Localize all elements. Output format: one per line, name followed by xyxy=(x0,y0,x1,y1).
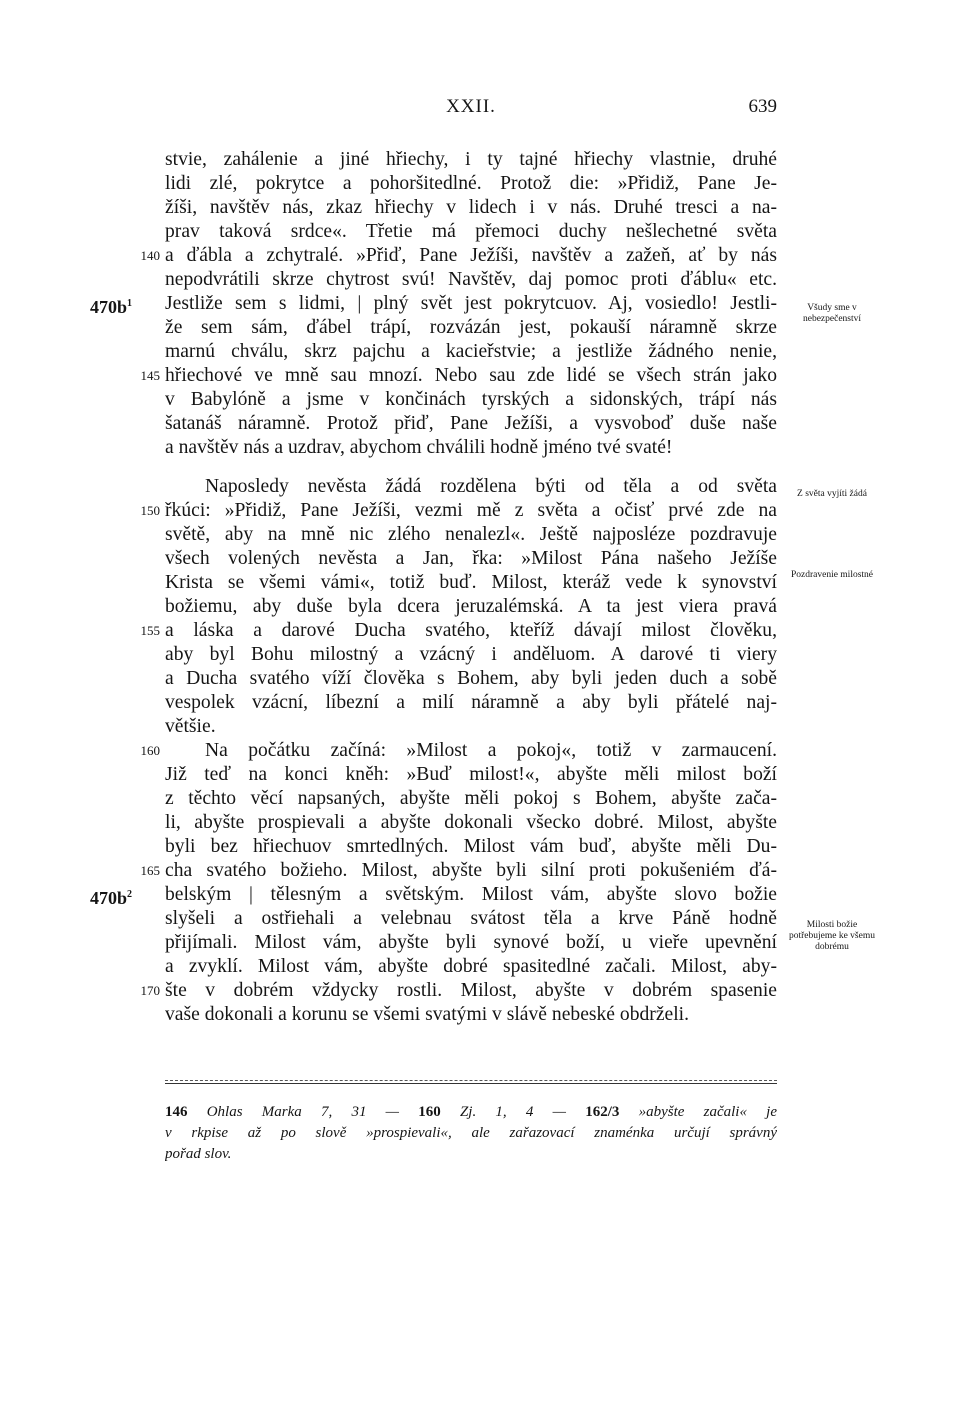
page-number: 639 xyxy=(748,96,777,117)
text-line: a ďábla a zchytralé. »Přiď, Pane Ježíši, navštěv a zažeň, ať by nás xyxy=(165,245,777,266)
text-line: Jestliže sem s lidmi, | plný svět jest pokrytcuov. Aj, vosiedlo! Jestli- xyxy=(165,293,777,314)
footnote-ref: 160 xyxy=(418,1104,441,1120)
text-line: božiemu, aby duše byla dcera jeruzalémská. A ta jest viera pravá xyxy=(165,596,777,617)
text-line: belským | tělesným a světským. Milost vám, abyšte slovo božie xyxy=(165,884,777,905)
text-line: řkúci: »Přidiž, Pane Ježíši, vezmi mě z světa a očisť prvé zde na xyxy=(165,500,777,521)
text-line: a navštěv nás a uzdrav, abychom chválili hodně jméno tvé svaté! xyxy=(165,437,673,458)
folio-side: 2 xyxy=(127,889,133,900)
text-line: slyšeli a ostřiehali a velebnau svátost těla a krve Páně hodně xyxy=(165,908,777,929)
text-line: li, abyšte prospievali a abyšte dokonali všecko dobré. Milost, abyšte xyxy=(165,812,777,833)
footnote-text: »abyšte začali« je xyxy=(619,1104,777,1120)
text-line: stvie, zahálenie a jiné hřiechy, i ty tajné hřiechy vlastnie, druhé xyxy=(165,149,777,170)
line-number: 165 xyxy=(140,863,160,878)
text-line: Naposledy nevěsta žádá rozdělena býti od těla a od světa xyxy=(205,476,777,497)
footnote-line xyxy=(165,1102,777,1123)
text-line: v Babylóně a jsme v končinách tyrských a sidonských, trápí nás xyxy=(165,389,777,410)
text-line: cha svatého božieho. Milost, abyšte byli silní proti pokušeniém ďá- xyxy=(165,860,777,881)
line-number: 155 xyxy=(140,623,160,638)
folio-side: 1 xyxy=(127,298,133,309)
text-line: žíši, navštěv nás, zkaz hřiechy v lidech i v nás. Druhé tresci a na- xyxy=(165,197,777,218)
running-head xyxy=(165,96,777,126)
chapter-title: XXII. xyxy=(446,96,496,117)
line-number: 145 xyxy=(140,368,160,383)
folio-label: 470b xyxy=(90,888,128,908)
footnote-rule xyxy=(165,1083,777,1084)
text-line: hřiechové ve mně sau mnozí. Nebo sau zde lidé se všech strán jako xyxy=(165,365,777,386)
line-number: 150 xyxy=(140,503,160,518)
line-number: 160 xyxy=(140,743,160,758)
text-line: Na počátku začíná: »Milost a pokoj«, totiž v zarmaucení. xyxy=(205,740,777,761)
margin-note: Pozdravenie milostné xyxy=(790,570,874,580)
text-line: že sem sám, ďábel trápí, rozvázán jest, pokauší náramně skrze xyxy=(165,317,777,338)
folio-marker xyxy=(90,883,132,910)
text-line: šte v dobrém vždycky rostli. Milost, abyšte v dobrém spasenie xyxy=(165,980,777,1001)
footnote-line: v rkpise až po slově »prospievali«, ale zařazovací znaménka určují správný xyxy=(165,1125,777,1141)
footnote-ref: 146 xyxy=(165,1104,188,1120)
footnote-rule-dashed xyxy=(165,1080,777,1081)
margin-note: Z světa vyjíti žádá xyxy=(797,489,867,499)
footnote xyxy=(165,1102,777,1165)
line-number: 140 xyxy=(140,248,160,263)
text-line: marnú chválu, skrz pajchu a kacieřstvie; a jestliže žádného nenie, xyxy=(165,341,777,362)
text-line: šatanáš náramně. Protož přiď, Pane Ježíši, a vysvoboď duše naše xyxy=(165,413,777,434)
text-line: Krista se všemi vámi«, totiž buď. Milost, kteráž vede k synovství xyxy=(165,572,777,593)
footnote-text: Ohlas Marka 7, 31 — xyxy=(187,1104,419,1120)
text-line: lidi zlé, pokrytce a pohoršitedlné. Protož die: »Přidiž, Pane Je- xyxy=(165,173,777,194)
folio-label: 470b xyxy=(90,297,128,317)
text-line: světě, aby na mně nic zlého nenalezl«. Ještě najposléze pozdravuje xyxy=(165,524,777,545)
text-line: a Ducha svatého víží člověka s Bohem, aby byli jeden duch a sobě xyxy=(165,668,777,689)
text-line: většie. xyxy=(165,716,216,737)
footnote-text: Zj. 1, 4 — xyxy=(440,1104,586,1120)
text-line: vaše dokonali a korunu se všemi svatými v slávě nebeské obdrželi. xyxy=(165,1004,689,1025)
text-line: byli bez hřiechuov smrtedlných. Milost vám buď, abyšte měli Du- xyxy=(165,836,777,857)
text-line: všech volených nevěsta a Jan, řka: »Milost Pána našeho Ježíše xyxy=(165,548,777,569)
footnote-ref: 162/3 xyxy=(585,1104,620,1120)
footnote-line: pořad slov. xyxy=(165,1146,232,1162)
folio-marker xyxy=(90,292,132,319)
text-line: vespolek vzácní, líbezní a milí náramně a aby byli přátelé naj- xyxy=(165,692,777,713)
margin-note: Milosti božie potřebujeme ke všemu dobrému xyxy=(788,920,875,952)
text-line: Již teď na konci kněh: »Buď milost!«, abyšte měli milost boží xyxy=(165,764,777,785)
margin-note: Všudy sme v nebezpečenství xyxy=(802,303,862,324)
text-line: nepodvrátili skrze chytrost svú! Navštěv, daj pomoc proti ďáblu« etc. xyxy=(165,269,777,290)
text-line: přijímali. Milost vám, abyšte byli synové boží, u vieře upevnění xyxy=(165,932,777,953)
text-line: prav taková srdce«. Třetie má přemoci duchy nešlechetné světa xyxy=(165,221,777,242)
line-number: 170 xyxy=(140,983,160,998)
text-line: a láska a darové Ducha svatého, kteříž dávají milost člověku, xyxy=(165,620,777,641)
text-line: z těchto věcí napsaných, abyšte měli pokoj s Bohem, abyšte zača- xyxy=(165,788,777,809)
text-line: a zvyklí. Milost vám, abyšte dobré spasitedlné začali. Milost, aby- xyxy=(165,956,777,977)
text-line: aby byl Bohu milostný a vzácný i anděluom. A darové ti viery xyxy=(165,644,777,665)
